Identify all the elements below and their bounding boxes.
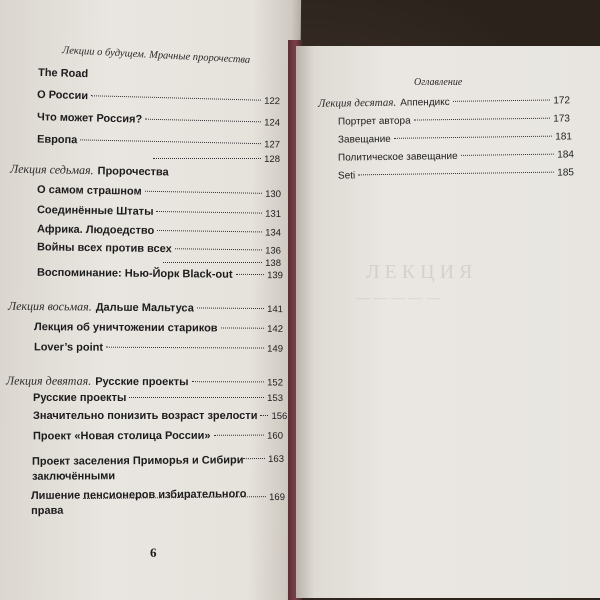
toc-entry-page-row <box>80 492 285 509</box>
entry-title: Войны всех против всех <box>36 241 172 256</box>
entry-title: О России <box>36 88 89 103</box>
toc-entry <box>33 392 283 407</box>
dot-leader <box>163 262 262 263</box>
entry-title: Значительно понизить возраст зрелости <box>33 410 258 422</box>
toc-entry <box>33 410 288 425</box>
toc-entry <box>33 430 283 446</box>
entry-title-line: заключёнными <box>32 470 116 483</box>
entry-page: 169 <box>269 491 286 504</box>
lecture-label: Лекция десятая. <box>317 96 397 110</box>
entry-title: Портрет автора <box>337 115 411 128</box>
entry-title: Африка. Людоедство <box>36 223 155 237</box>
entry-title: Воспоминание: Нью-Йорк Black-out <box>36 266 233 281</box>
dot-leader <box>91 95 261 100</box>
entry-title: Завещание <box>337 133 391 146</box>
dot-leader <box>358 172 554 176</box>
entry-title: Лекция об уничтожении стариков <box>33 321 218 335</box>
dot-leader <box>145 119 261 123</box>
entry-page: 139 <box>267 270 284 282</box>
entry-title: Политическое завещание <box>337 150 458 164</box>
dot-leader <box>80 139 261 144</box>
dot-leader <box>236 274 265 275</box>
entry-page: 153 <box>267 393 283 404</box>
entry-page: 130 <box>265 188 282 201</box>
dot-leader <box>243 458 265 459</box>
toc-lecture-heading <box>8 299 283 316</box>
entry-page: 184 <box>557 149 575 161</box>
entry-title: Аппендикс <box>400 96 450 109</box>
lecture-label: Лекция седьмая. <box>9 161 94 178</box>
dot-leader <box>145 191 263 194</box>
dot-leader <box>453 100 551 102</box>
entry-title: Русские проекты <box>33 392 127 404</box>
right-running-head: Оглавление <box>414 77 463 88</box>
toc-entry-multiline <box>32 453 252 485</box>
toc-entry <box>37 267 283 285</box>
dot-leader <box>157 211 263 214</box>
show-through-text: — — — — — <box>356 291 440 306</box>
entry-title: О самом страшном <box>36 183 142 198</box>
dot-leader <box>394 136 552 139</box>
entry-page: 131 <box>265 208 282 220</box>
dot-leader <box>214 435 265 436</box>
entry-page: 185 <box>557 167 575 179</box>
entry-page: 163 <box>268 453 285 465</box>
dot-leader <box>260 415 268 416</box>
entry-title-line: права <box>31 504 64 518</box>
entry-page: 181 <box>555 131 573 143</box>
entry-page: 160 <box>267 430 284 442</box>
dot-leader <box>129 397 264 398</box>
dot-leader <box>192 381 265 382</box>
entry-title: Русские проекты <box>95 375 189 389</box>
entry-page: 172 <box>553 95 571 107</box>
toc-entry <box>34 321 283 338</box>
entry-page: 127 <box>264 139 281 151</box>
dot-leader <box>197 307 264 309</box>
entry-page: 141 <box>267 304 284 316</box>
entry-page: 134 <box>265 227 282 239</box>
entry-page: 122 <box>263 95 281 108</box>
dot-leader <box>106 347 264 349</box>
entry-page: 124 <box>264 117 281 129</box>
dot-leader <box>83 496 266 499</box>
lecture-label: Лекция восьмая. <box>7 298 92 314</box>
entry-page: 128 <box>264 154 280 165</box>
entry-page: 173 <box>553 113 571 125</box>
entry-title: Европа <box>36 133 78 147</box>
show-through-text: Л Е К Ц И Я <box>366 261 473 283</box>
entry-page: 152 <box>267 377 284 389</box>
entry-title: Соединённые Штаты <box>36 204 154 218</box>
page-number: 6 <box>150 545 157 560</box>
entry-title: Проект «Новая столица России» <box>32 429 211 443</box>
entry-title: Дальше Мальтуса <box>95 301 194 315</box>
toc-entry <box>34 341 283 357</box>
dot-leader <box>153 158 261 159</box>
entry-title-line: Лишение пенсионеров избирательного <box>30 488 247 503</box>
entry-page: 142 <box>267 323 284 335</box>
entry-page: 138 <box>265 258 281 269</box>
entry-title: The Road <box>37 66 89 81</box>
dot-leader <box>175 248 262 250</box>
toc-lecture-heading <box>6 374 283 390</box>
entry-page: 156 <box>271 411 288 422</box>
entry-title: Что может Россия? <box>36 111 143 126</box>
dot-leader <box>157 230 262 232</box>
entry-title: Seti <box>337 170 356 182</box>
entry-page: 149 <box>267 343 284 355</box>
entry-page: 136 <box>265 245 282 257</box>
dot-leader <box>221 327 265 328</box>
dot-leader <box>461 154 555 156</box>
left-running-head: Лекции о будущем. Мрачные пророчества <box>61 45 251 66</box>
entry-title: Lover’s point <box>33 341 104 354</box>
entry-title: Пророчества <box>97 165 169 179</box>
entry-title-line: Проект заселения Приморья и Сибири <box>31 454 244 468</box>
toc-entry-page-row <box>240 454 284 469</box>
lecture-label: Лекция девятая. <box>5 373 92 388</box>
dot-leader <box>414 118 551 121</box>
